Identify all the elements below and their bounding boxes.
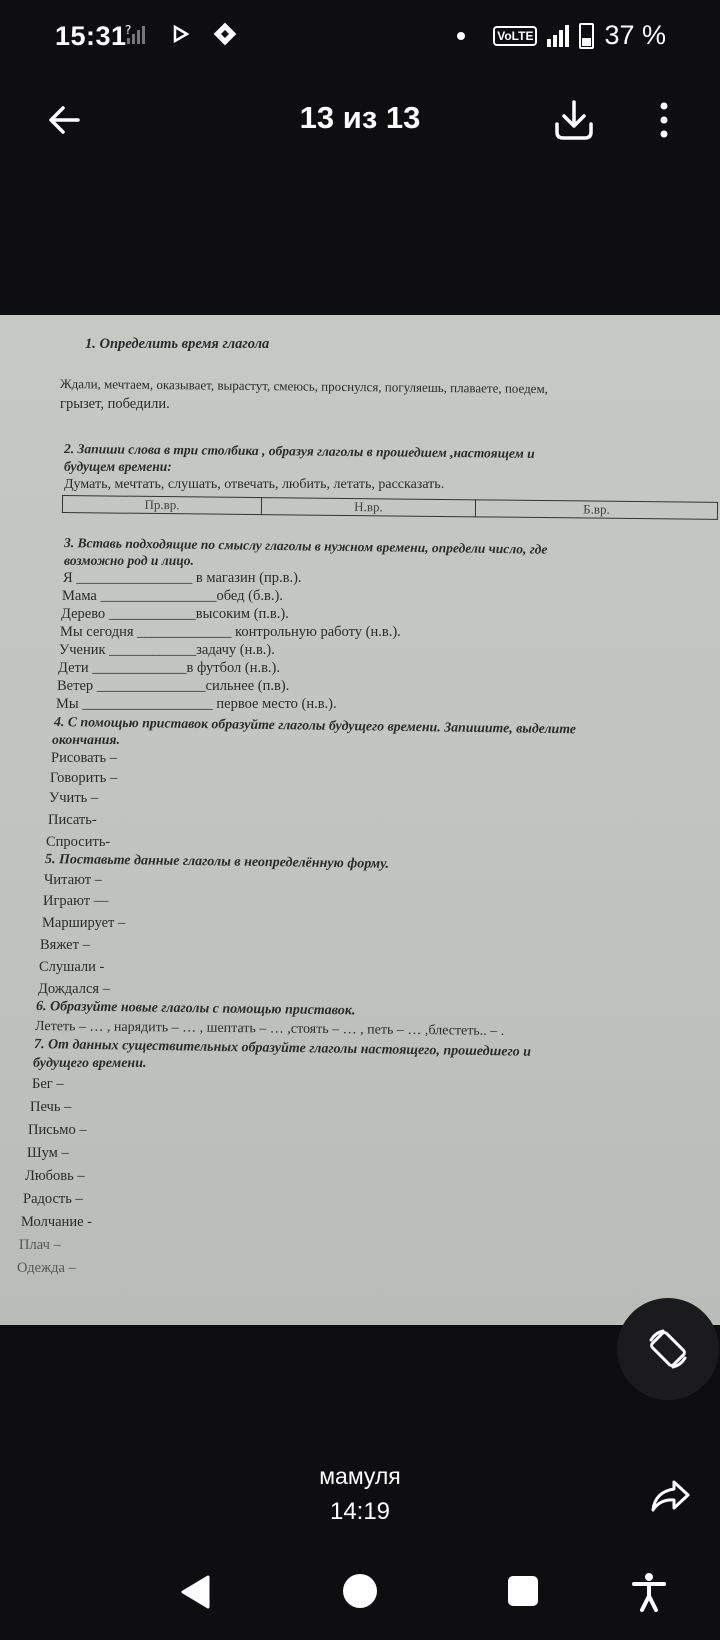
- task-3-line-8: Мы __________________ первое место (н.в.).: [56, 696, 337, 712]
- task-3-line-6: Дети _____________в футбол (н.в.).: [58, 660, 281, 676]
- triangle-back-icon: [180, 1575, 210, 1609]
- task-1-heading: 1. Определить время глагола: [85, 336, 270, 352]
- task-6-words: Лететь – … , нарядить – … , шептать – … ,стоять – … , петь – … ,блестеть.. – .: [34, 1019, 505, 1039]
- sent-time: 14:19: [329, 1498, 391, 1525]
- status-bar: [0, 0, 720, 72]
- task-5-item-1: Читают –: [44, 872, 102, 888]
- task-5-item-4: Вяжет –: [40, 937, 90, 953]
- task-2-words: Думать, мечтать, слушать, отвечать, любить, летать, рассказать.: [64, 477, 445, 492]
- rotate-button[interactable]: [617, 1298, 719, 1400]
- task-6-heading: 6. Образуйте новые глаголы с помощью приставок.: [35, 999, 356, 1019]
- task-4-heading: 4. С помощью приставок образуйте глаголы будущего времени. Запишите, выделите: [53, 714, 577, 737]
- download-icon: [550, 96, 598, 144]
- task-4-item-5: Спросить-: [46, 834, 111, 850]
- task-2-table: [62, 495, 718, 520]
- table-header-future: Б.вр.: [475, 500, 717, 520]
- task-4-item-3: Учить –: [49, 790, 99, 806]
- task-3-line-7: Ветер _______________сильнее (п.в).: [57, 678, 290, 694]
- play-store-icon: [171, 24, 191, 44]
- sender-name: мамуля: [319, 1463, 401, 1489]
- task-7-item-6: Радость –: [23, 1191, 83, 1207]
- nav-home-button[interactable]: [343, 1574, 377, 1608]
- task-7-item-7: Молчание -: [21, 1214, 92, 1230]
- battery-percent: 37 %: [604, 20, 666, 50]
- status-time: 15:31: [55, 21, 127, 51]
- task-4-item-4: Писать-: [48, 812, 97, 828]
- task-5-item-5: Слушали -: [39, 959, 105, 975]
- status-right: [457, 20, 666, 51]
- forward-button[interactable]: [648, 1474, 692, 1518]
- task-4-heading-cont: окончания.: [52, 732, 120, 747]
- task-4-item-1: Рисовать –: [51, 750, 118, 766]
- task-3-heading-cont: возможно род и лицо.: [64, 553, 194, 568]
- table-header-past: Пр.вр.: [62, 496, 261, 515]
- task-7-item-8: Плач –: [19, 1237, 61, 1253]
- task-5-item-6: Дождался –: [38, 981, 110, 997]
- status-notification-icons: [125, 22, 237, 46]
- task-5-item-3: Марширует –: [42, 915, 126, 931]
- task-3-line-2: Мама ________________обед (б.в.).: [62, 588, 283, 604]
- table-header-present: Н.вр.: [261, 498, 475, 517]
- task-4-item-2: Говорить –: [50, 770, 118, 786]
- task-1-words: Ждали, мечтаем, оказывает, вырастут, смеюсь, проснулся, погуляешь, плаваете, поедем,: [59, 376, 549, 397]
- viewer-toolbar: [0, 80, 720, 160]
- task-3-line-5: Ученик ____________задачу (н.в.).: [59, 642, 275, 658]
- nav-recents-button[interactable]: [508, 1576, 538, 1606]
- more-options-button[interactable]: [650, 96, 678, 144]
- task-5-heading: 5. Поставьте данные глаголы в неопределённую форму.: [44, 852, 390, 872]
- nav-back-button[interactable]: [180, 1575, 210, 1609]
- forward-icon: [648, 1474, 692, 1518]
- task-7-item-9: Одежда –: [17, 1260, 76, 1276]
- task-7-item-3: Письмо –: [28, 1122, 87, 1138]
- task-7-item-1: Бег –: [32, 1076, 64, 1092]
- task-5-item-2: Играют —: [43, 893, 109, 909]
- task-7-item-4: Шум –: [27, 1145, 69, 1161]
- system-navigation-bar: [0, 1560, 720, 1640]
- more-vert-icon: [650, 96, 678, 144]
- task-3-heading: 3. Вставь подходящие по смыслу глаголы в нужном времени, определи число, где: [63, 535, 548, 557]
- accessibility-icon: [632, 1572, 666, 1612]
- volte-badge: VoLTE: [493, 26, 537, 46]
- accessibility-button[interactable]: [632, 1572, 666, 1612]
- signal-icon: [547, 25, 569, 47]
- page-counter: 13 из 13: [299, 100, 421, 135]
- battery-icon: [579, 23, 594, 49]
- no-signal-icon: [125, 22, 149, 46]
- notification-dot-icon: [457, 32, 465, 40]
- app-notification-icon: [213, 22, 237, 46]
- task-1-words-cont: грызет, победили.: [60, 396, 170, 412]
- task-7-item-2: Печь –: [30, 1099, 72, 1115]
- task-3-line-1: Я ________________ в магазин (пр.в.).: [63, 570, 302, 586]
- task-7-heading: 7. От данных существительных образуйте глаголы настоящего, прошедшего и: [33, 1037, 532, 1060]
- task-7-item-5: Любовь –: [25, 1168, 85, 1184]
- document-photo[interactable]: [0, 315, 720, 1325]
- svg-text:?: ?: [125, 23, 132, 37]
- task-2-heading-cont: будущем времени:: [64, 459, 172, 474]
- screen-rotation-icon: [645, 1326, 691, 1372]
- task-3-line-4: Мы сегодня _____________ контрольную работу (н.в.).: [60, 624, 401, 640]
- task-3-line-3: Дерево ____________высоким (п.в.).: [61, 606, 289, 622]
- download-button[interactable]: [550, 96, 598, 144]
- task-7-heading-cont: будущего времени.: [33, 1056, 147, 1071]
- task-2-heading: 2. Запиши слова в три столбика , образуя глаголы в прошедшем ,настоящем и: [63, 441, 535, 461]
